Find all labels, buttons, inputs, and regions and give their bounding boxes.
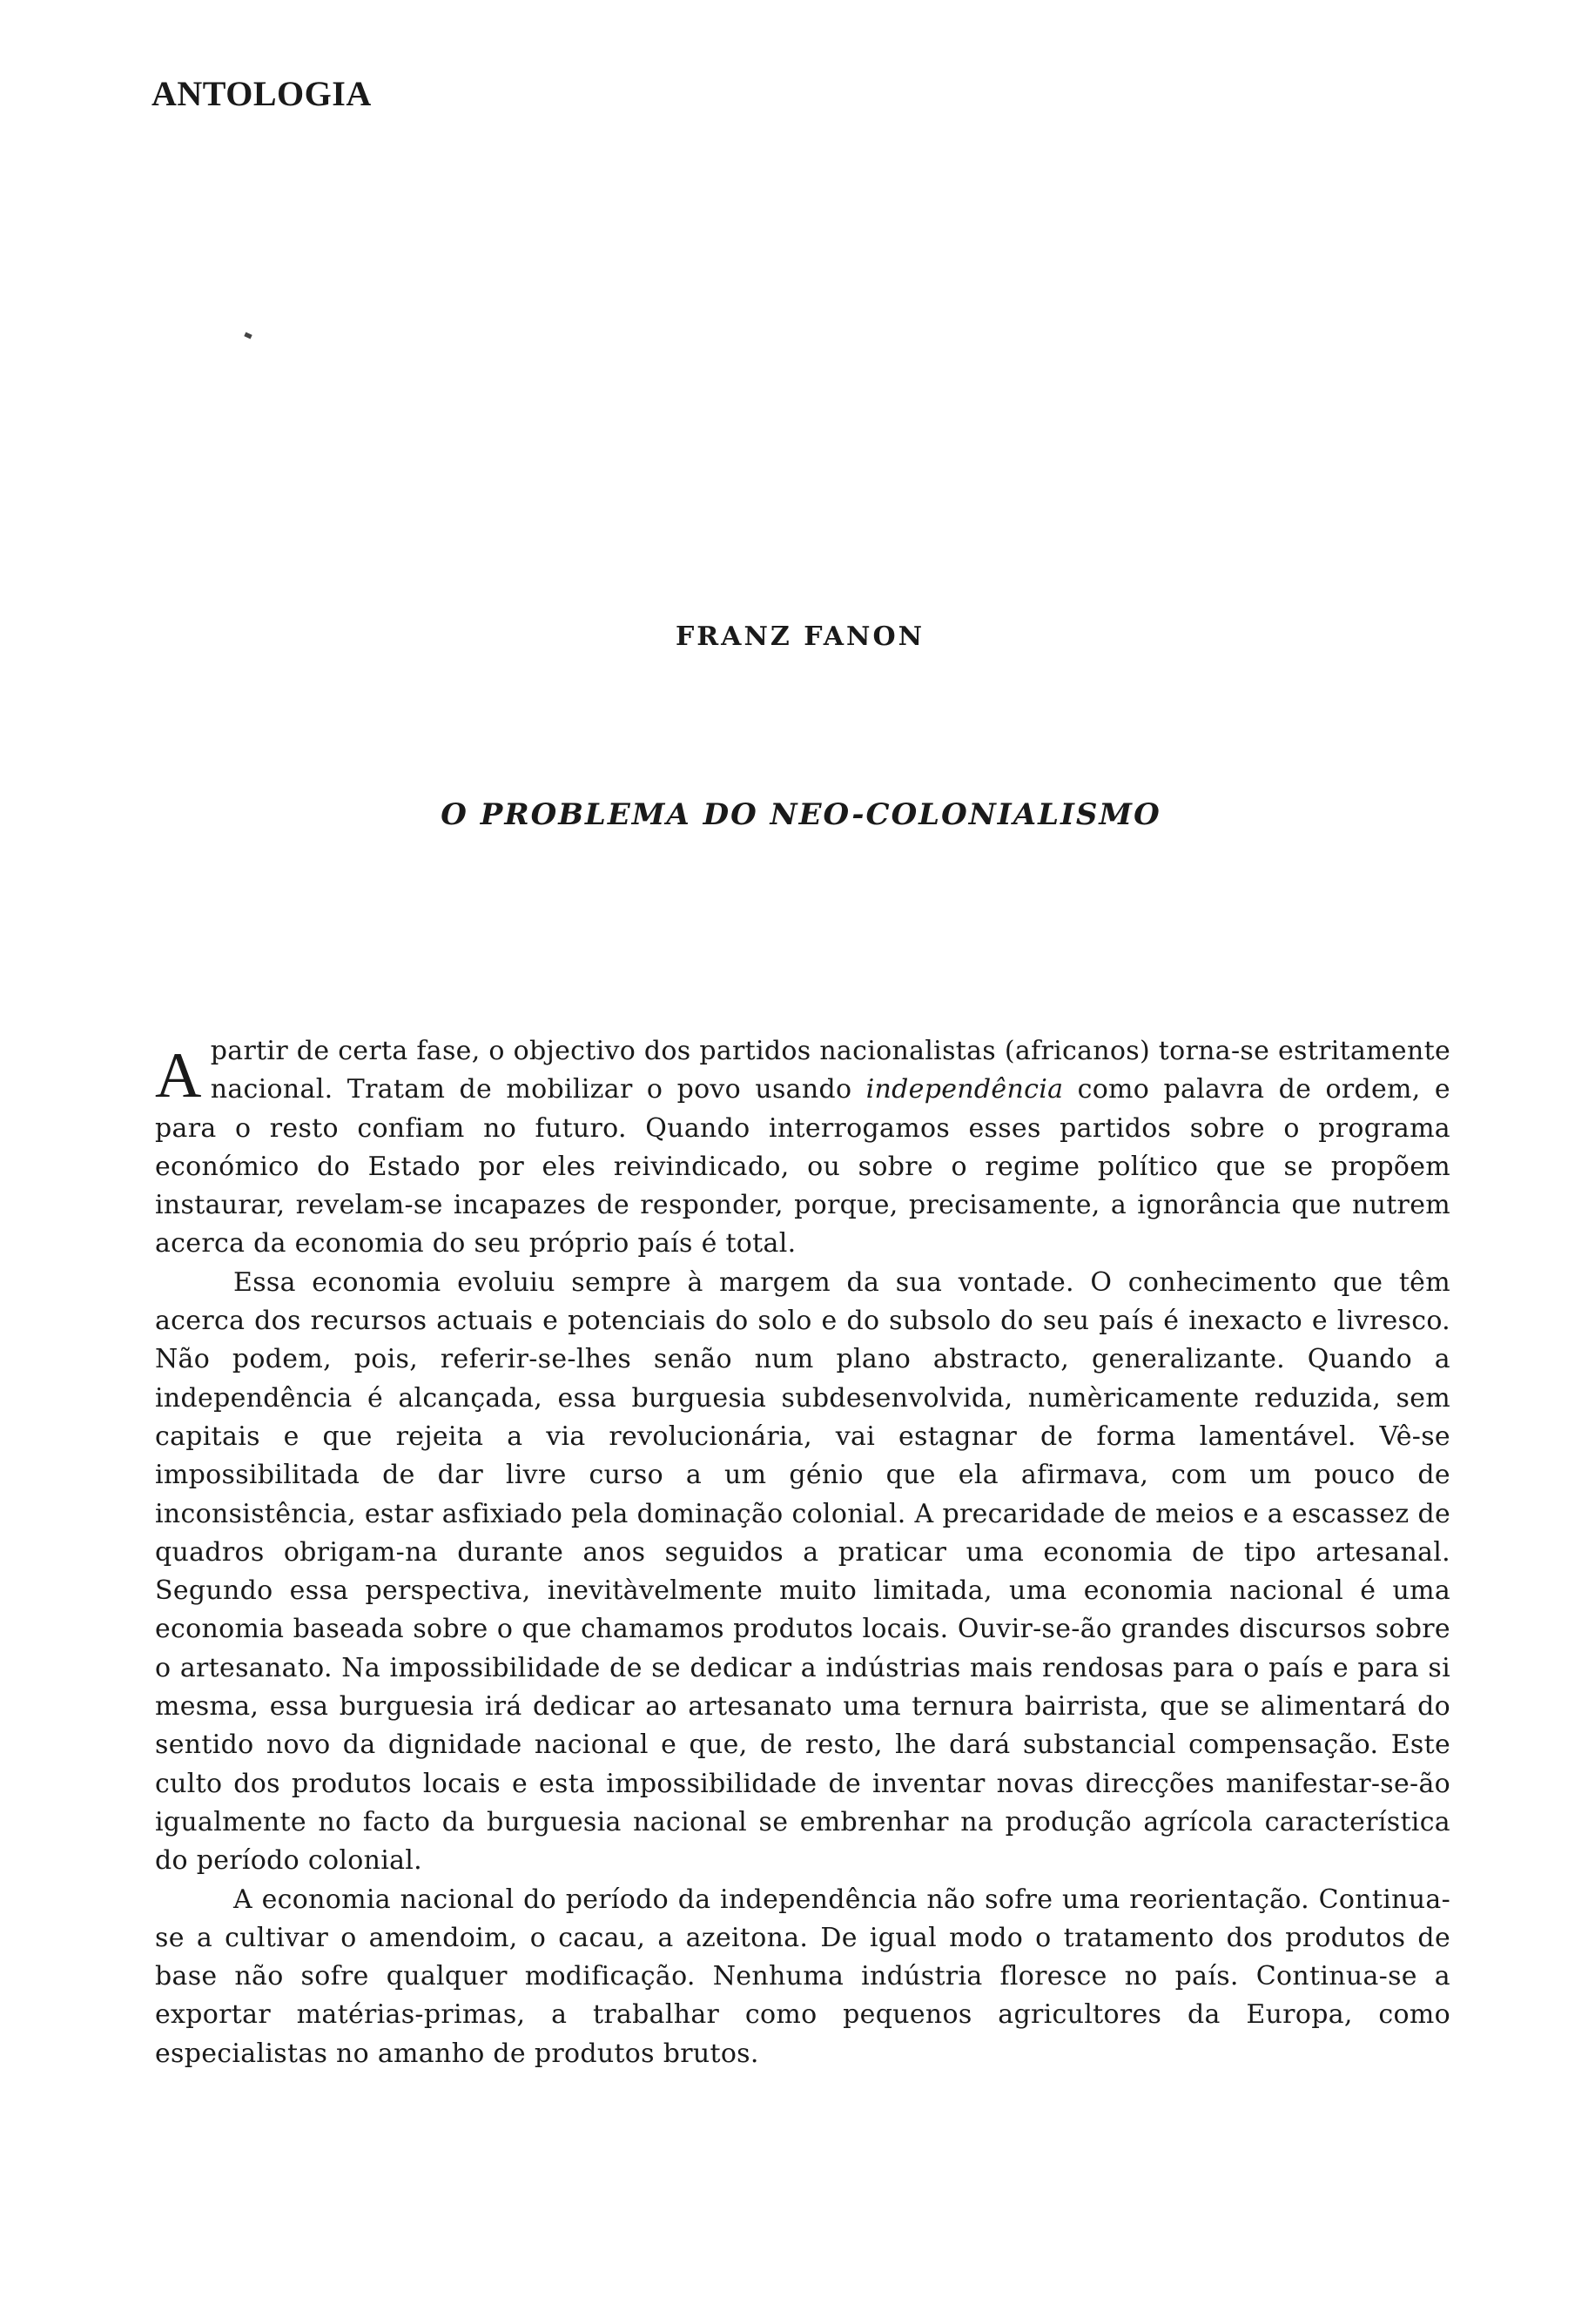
print-speck (244, 332, 252, 339)
section-label: ANTOLOGIA (151, 74, 372, 113)
paragraph-1-text-b: como palavra de ordem, e para o resto confiam no futuro. Quando interrogamos esses partidos sobre o programa económico do Estado por eles reivindicado, ou sobre o regime político que se propõem instaurar, revelam-se incapazes de responder, porque, precisamente, a ignorância que nutrem acerca da economia do seu próprio país é total. (155, 1074, 1450, 1259)
article-title: O PROBLEMA DO NEO-COLONIALISMO (441, 797, 1161, 832)
paragraph-1-text-a: partir de certa fase, o objectivo dos partidos nacionalistas (africanos) torna-se estritamente nacional. Tratam de mobilizar o povo usando (210, 1036, 1450, 1105)
paragraph-3: A economia nacional do período da independência não sofre uma reorientação. Continua-se a cultivar o amendoim, o cacau, a azeitona. De igual modo o tratamento dos produtos de base não sofre qualquer modificação. Nenhuma indústria floresce no país. Continua-se a exportar matérias-primas, a trabalhar como pequenos agricultores da Europa, como especialistas no amanho de produtos brutos. (155, 1884, 1450, 2069)
paragraph-2: Essa economia evoluiu sempre à margem da sua vontade. O conhecimento que têm acerca dos recursos actuais e potenciais do solo e do subsolo do seu país é inexacto e livresco. Não podem, pois, referir-se-lhes senão num plano abstracto, generalizante. Quando a independência é alcançada, essa burguesia subdesenvolvida, numèricamente reduzida, sem capitais e que rejeita a via revolucionária, vai estagnar de forma lamentável. Vê-se impossibilitada de dar livre curso a um génio que ela afirmava, com um pouco de inconsistência, estar asfixiado pela dominação colonial. A precaridade de meios e a escassez de quadros obrigam-na durante anos seguidos a praticar uma economia de tipo artesanal. Segundo essa perspectiva, inevitàvelmente muito limitada, uma economia nacional é uma economia baseada sobre o que chamamos produtos locais. Ouvir-se-ão grandes discursos sobre o artesanato. Na impossibilidade de se dedicar a indústrias mais rendosas para o país e para si mesma, essa burguesia irá dedicar ao artesanato uma ternura bairrista, que se alimentará do sentido novo da dignidade nacional e que, de resto, lhe dará substancial compensação. Este culto dos produtos locais e esta impossibilidade de inventar novas direcções manifestar-se-ão igualmente no facto da burguesia nacional se embrenhar na produção agrícola característica do período colonial. (155, 1266, 1450, 1877)
drop-cap: A (155, 1040, 202, 1112)
author-name: FRANZ FANON (675, 621, 925, 652)
paragraph-1 (155, 1032, 1450, 1264)
emphasis-word: independência (865, 1074, 1064, 1105)
article-body (155, 1032, 1450, 2073)
